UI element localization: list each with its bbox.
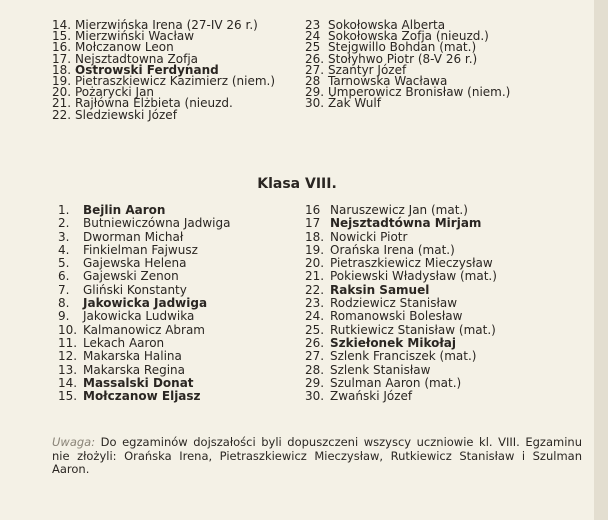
list-item-number: 3. (58, 229, 70, 244)
list-item-name: Mierzwińska Irena (27-IV 26 r.) (75, 18, 258, 32)
list-item-number: 11. (58, 335, 78, 350)
list-item (58, 337, 230, 350)
list-item-name: Jakowicka Jadwiga (83, 296, 208, 311)
list-item-number: 22. (52, 107, 72, 122)
list-item-name: Dworman Michał (83, 229, 184, 244)
note-label: Uwaga: (52, 435, 96, 449)
list-item-number: 22. (305, 282, 325, 297)
list-item (305, 270, 497, 283)
list-item (58, 324, 230, 337)
list-item-name: Gliński Konstanty (83, 282, 187, 297)
list-item-name: Nejsztadtówna Mirjam (330, 216, 482, 231)
list-item (305, 204, 497, 217)
list-item-name: Naruszewicz Jan (mat.) (330, 203, 468, 217)
list-item (58, 364, 230, 377)
list-item (305, 324, 497, 337)
list-item (58, 204, 230, 217)
list-item-name: Orańska Irena (mat.) (330, 242, 455, 257)
list-item-name: Jakowicka Ludwika (83, 309, 195, 324)
list-item-number: 17 (305, 216, 321, 231)
list-item-number: 20. (305, 256, 325, 271)
list-item-number: 2. (58, 216, 70, 231)
list-item-number: 28. (305, 362, 325, 377)
list-item-number: 26. (305, 51, 325, 66)
list-item-number: 8. (58, 296, 70, 311)
list-item-number: 30. (305, 389, 325, 404)
list-item-name: Gajewska Helena (83, 256, 187, 271)
list-item-name: Bejlin Aaron (83, 203, 166, 217)
list-item-name: Żak Wulf (328, 96, 381, 111)
class-heading: Klasa VIII. (257, 176, 337, 192)
exam-note (52, 436, 582, 477)
list-item-number: 27. (305, 349, 325, 364)
list-item-name: Massalski Donat (83, 375, 194, 390)
list-item (305, 257, 497, 270)
list-item-number: 15. (58, 389, 78, 404)
list-item-number: 10. (58, 322, 78, 337)
list-item-number: 13. (58, 362, 78, 377)
list-item-name: Szlenk Stanisław (330, 362, 431, 377)
list-item-name: Sledziewski Józef (75, 107, 177, 122)
list-item-number: 26. (305, 335, 325, 350)
list-item-number: 29. (305, 85, 325, 100)
list-item-name: Szlenk Franciszek (mat.) (330, 349, 477, 364)
list-item-number: 9. (58, 309, 70, 324)
list-item-name: Stejgwillo Bohdan (mat.) (328, 40, 477, 55)
list-item-name: Raksin Samuel (330, 282, 430, 297)
page-edge (594, 0, 608, 520)
list-item-name: Ostrowski Ferdynand (75, 62, 219, 77)
list-item-name: Pożarycki Jan (75, 85, 155, 100)
list-item-number: 16. (52, 40, 72, 55)
list-item-number: 24 (305, 29, 321, 44)
list-item-name: Szkiełonek Mikołaj (330, 335, 457, 350)
list-item-name: Mierzwiński Wacław (75, 29, 195, 44)
list-item (305, 390, 497, 403)
student-list-top-left (52, 20, 275, 121)
list-item-number: 24. (305, 309, 325, 324)
list-item-name: Butniewiczówna Jadwiga (83, 216, 231, 231)
list-item (58, 390, 230, 403)
list-item-name: Stołyhwo Piotr (8-V 26 r.) (328, 51, 478, 66)
list-item-name: Umperowicz Bronisław (niem.) (328, 85, 511, 100)
list-item-number: 28 (305, 73, 321, 88)
list-item-name: Tarnowska Wacława (328, 73, 448, 88)
list-item-number: 19. (305, 242, 325, 257)
list-item (58, 217, 230, 230)
list-item-number: 16 (305, 203, 321, 217)
list-item (305, 297, 497, 310)
list-item-number: 25. (305, 322, 325, 337)
list-item-number: 20. (52, 85, 72, 100)
list-item (58, 377, 230, 390)
list-item (52, 107, 275, 122)
list-item-number: 5. (58, 256, 70, 271)
list-item-name: Pokiewski Władysław (mat.) (330, 269, 497, 284)
list-item-number: 18. (52, 62, 72, 77)
list-item-number: 7. (58, 282, 70, 297)
list-item-number: 23 (305, 18, 321, 32)
list-item-name: Rajłówna Elżbieta (nieuzd. (75, 96, 233, 111)
list-item-number: 15. (52, 29, 72, 44)
class-viii-list-right (305, 204, 497, 403)
list-item-name: Pietraszkiewicz Mieczysław (330, 256, 493, 271)
list-item-name: Mołczanow Leon (75, 40, 174, 55)
list-item-number: 23. (305, 296, 325, 311)
list-item (305, 231, 497, 244)
list-item-name: Szantyr Józef (328, 62, 407, 77)
list-item-name: Szulman Aaron (mat.) (330, 375, 462, 390)
list-item-number: 4. (58, 242, 70, 257)
list-item-name: Makarska Halina (83, 349, 182, 364)
list-item (58, 244, 230, 257)
list-item-number: 27. (305, 62, 325, 77)
list-item-name: Mołczanow Eljasz (83, 389, 201, 404)
list-item-number: 6. (58, 269, 70, 284)
list-item-name: Sokołowska Zofja (nieuzd.) (328, 29, 489, 44)
list-item (58, 257, 230, 270)
list-item-number: 21. (305, 269, 325, 284)
list-item-number: 21. (52, 96, 72, 111)
list-item-number: 14. (58, 375, 78, 390)
list-item-number: 18. (305, 229, 325, 244)
list-item-name: Gajewski Zenon (83, 269, 179, 284)
list-item-number: 25 (305, 40, 321, 55)
list-item-number: 14. (52, 18, 72, 32)
list-item-name: Lekach Aaron (83, 335, 165, 350)
list-item (58, 350, 230, 363)
list-item (305, 377, 497, 390)
list-item (305, 310, 497, 323)
list-item-number: 19. (52, 73, 72, 88)
list-item (305, 350, 497, 363)
list-item (58, 310, 230, 323)
list-item-name: Zwański Józef (330, 389, 413, 404)
note-text: Do egzaminów dojszałości byli dopuszczeni wszyscy uczniowie kl. VIII. Egzaminu nie złożyli: Orańska Irena, Pietraszkiewicz Mieczysław, Rutkiewicz Stanisław i Szulman Aaron. (52, 435, 582, 476)
list-item (58, 270, 230, 283)
list-item (305, 337, 497, 350)
list-item-number: 17. (52, 51, 72, 66)
list-item (58, 284, 230, 297)
list-item-name: Kalmanowicz Abram (83, 322, 205, 337)
list-item (58, 297, 230, 310)
list-item (305, 244, 497, 257)
list-item-name: Romanowski Bolesław (330, 309, 463, 324)
list-item-name: Rodziewicz Stanisław (330, 296, 458, 311)
list-item-name: Nejsztadtowna Zofja (75, 51, 199, 66)
list-item-number: 12. (58, 349, 78, 364)
class-viii-list-left (58, 204, 230, 403)
list-item-name: Rutkiewicz Stanisław (mat.) (330, 322, 496, 337)
list-item-number: 29. (305, 375, 325, 390)
list-item-name: Sokołowska Alberta (328, 18, 446, 32)
list-item-number: 30. (305, 96, 325, 111)
student-list-top-right (305, 20, 510, 110)
list-item-name: Makarska Regina (83, 362, 185, 377)
list-item (305, 98, 510, 109)
list-item (305, 284, 497, 297)
list-item-name: Pietraszkiewicz Kazimierz (niem.) (75, 73, 276, 88)
list-item-name: Finkielman Fajwusz (83, 242, 198, 257)
list-item-name: Nowicki Piotr (330, 229, 408, 244)
list-item-number: 1. (58, 203, 70, 217)
list-item (305, 217, 497, 230)
list-item (58, 231, 230, 244)
list-item (305, 364, 497, 377)
